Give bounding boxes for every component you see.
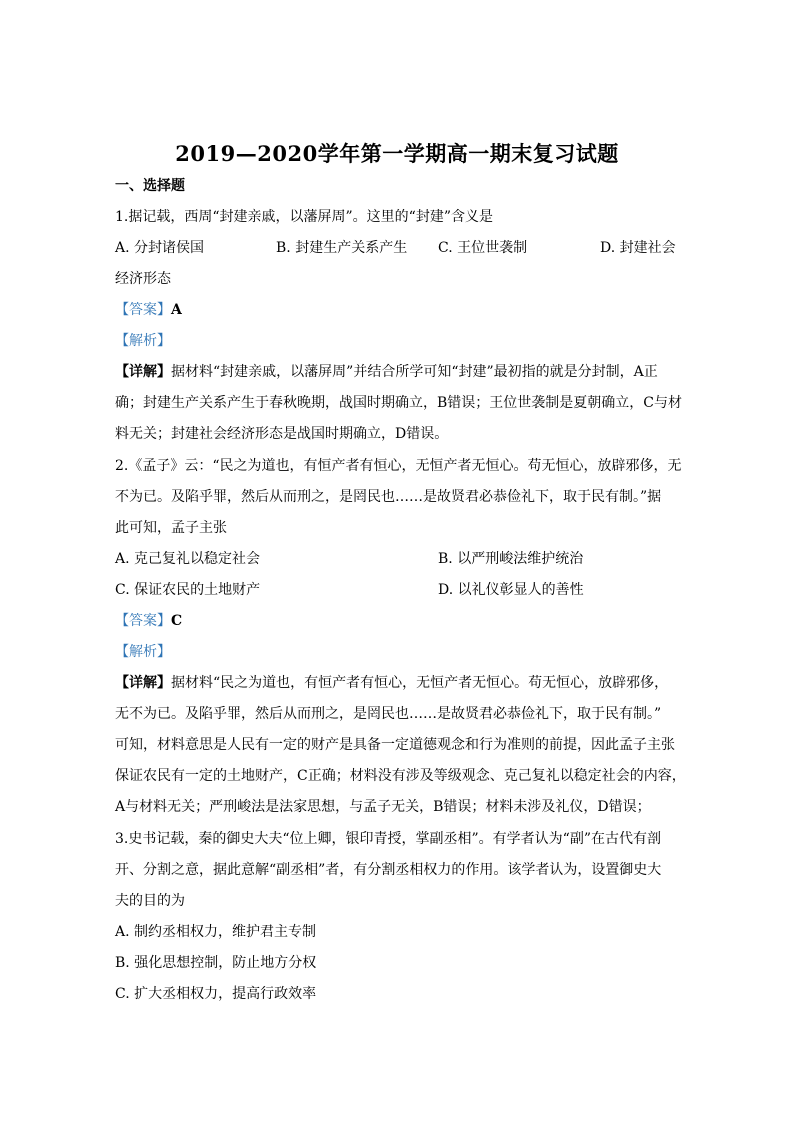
q2-detail-line: A与材料无关；严刑峻法是法家思想，与孟子无关，B错误；材料未涉及礼仪，D错误； bbox=[115, 799, 651, 815]
q2-detail-line: 无不为已。及陷乎罪，然后从而刑之，是罔民也……是故贤君必恭俭礼下，取于民有制。” bbox=[115, 706, 662, 722]
section-heading: 一、选择题 bbox=[115, 178, 185, 194]
q3-option-b: B. 强化思想控制，防止地方分权 bbox=[115, 955, 317, 971]
q1-option-a: A. 分封诸侯国 bbox=[115, 240, 205, 256]
page-title: 2019—2020学年第一学期高一期末复习试题 bbox=[175, 141, 619, 166]
q2-analysis-tag: 【解析】 bbox=[115, 644, 171, 660]
q1-option-d: D. 封建社会 bbox=[600, 240, 676, 256]
answer-value: A bbox=[171, 302, 182, 318]
q3-option-c: C. 扩大丞相权力，提高行政效率 bbox=[115, 986, 317, 1002]
q1-stem: 1.据记载，西周“封建亲戚，以藩屏周”。这里的“封建”含义是 bbox=[115, 209, 493, 225]
q2-detail-line: 可知，材料意思是人民有一定的财产是具备一定道德观念和行为准则的前提，因此孟子主张 bbox=[115, 737, 675, 753]
q2-option-b: B. 以严刑峻法维护统治 bbox=[438, 551, 584, 567]
q2-detail-line: 保证农民有一定的土地财产，C正确；材料没有涉及等级观念、克己复礼以稳定社会的内容， bbox=[115, 768, 686, 784]
detail-text: 据材料“民之为道也，有恒产者有恒心，无恒产者无恒心。苟无恒心，放辟邪侈， bbox=[171, 675, 669, 691]
answer-value: C bbox=[171, 613, 183, 629]
detail-tag: 【详解】 bbox=[115, 364, 171, 380]
q2-stem-line: 不为已。及陷乎罪，然后从而刑之，是罔民也……是故贤君必恭俭礼下，取于民有制。”据 bbox=[115, 489, 662, 505]
q2-option-a: A. 克己复礼以稳定社会 bbox=[115, 551, 261, 567]
q2-answer bbox=[115, 611, 685, 631]
q2-stem-line: 2.《孟子》云：“民之为道也，有恒产者有恒心，无恒产者无恒心。苟无恒心，放辟邪侈，无 bbox=[115, 458, 682, 474]
q3-stem-line: 夫的目的为 bbox=[115, 893, 185, 909]
q1-detail-line: 确；封建生产关系产生于春秋晚期，战国时期确立，B错误；王位世袭制是夏朝确立，C与材 bbox=[115, 395, 682, 411]
answer-tag: 【答案】 bbox=[115, 613, 171, 629]
q2-option-d: D. 以礼仪彰显人的善性 bbox=[438, 582, 584, 598]
q2-detail-line bbox=[115, 673, 685, 693]
q1-detail-line: 料无关；封建社会经济形态是战国时期确立，D错误。 bbox=[115, 426, 449, 442]
q1-option-c: C. 王位世袭制 bbox=[438, 240, 528, 256]
answer-tag: 【答案】 bbox=[115, 302, 171, 318]
q3-stem-line: 3.史书记载，秦的御史大夫“位上卿，银印青授，掌副丞相”。有学者认为“副”在古代有剖 bbox=[115, 831, 661, 847]
detail-tag: 【详解】 bbox=[115, 675, 171, 691]
q3-stem-line: 开、分割之意，据此意解“副丞相”者，有分割丞相权力的作用。该学者认为，设置御史大 bbox=[115, 862, 662, 878]
q3-option-a: A. 制约丞相权力，维护君主专制 bbox=[115, 924, 317, 940]
q1-detail-line bbox=[115, 362, 685, 382]
q1-option-b: B. 封建生产关系产生 bbox=[276, 240, 408, 256]
q1-answer bbox=[115, 300, 685, 320]
q2-stem-line: 此可知，孟子主张 bbox=[115, 520, 227, 536]
q2-option-c: C. 保证农民的土地财产 bbox=[115, 582, 261, 598]
detail-text: 据材料“封建亲戚，以藩屏周”并结合所学可知“封建”最初指的就是分封制，A正 bbox=[171, 364, 658, 380]
q1-analysis-tag: 【解析】 bbox=[115, 333, 171, 349]
q1-option-d-cont: 经济形态 bbox=[115, 271, 171, 287]
